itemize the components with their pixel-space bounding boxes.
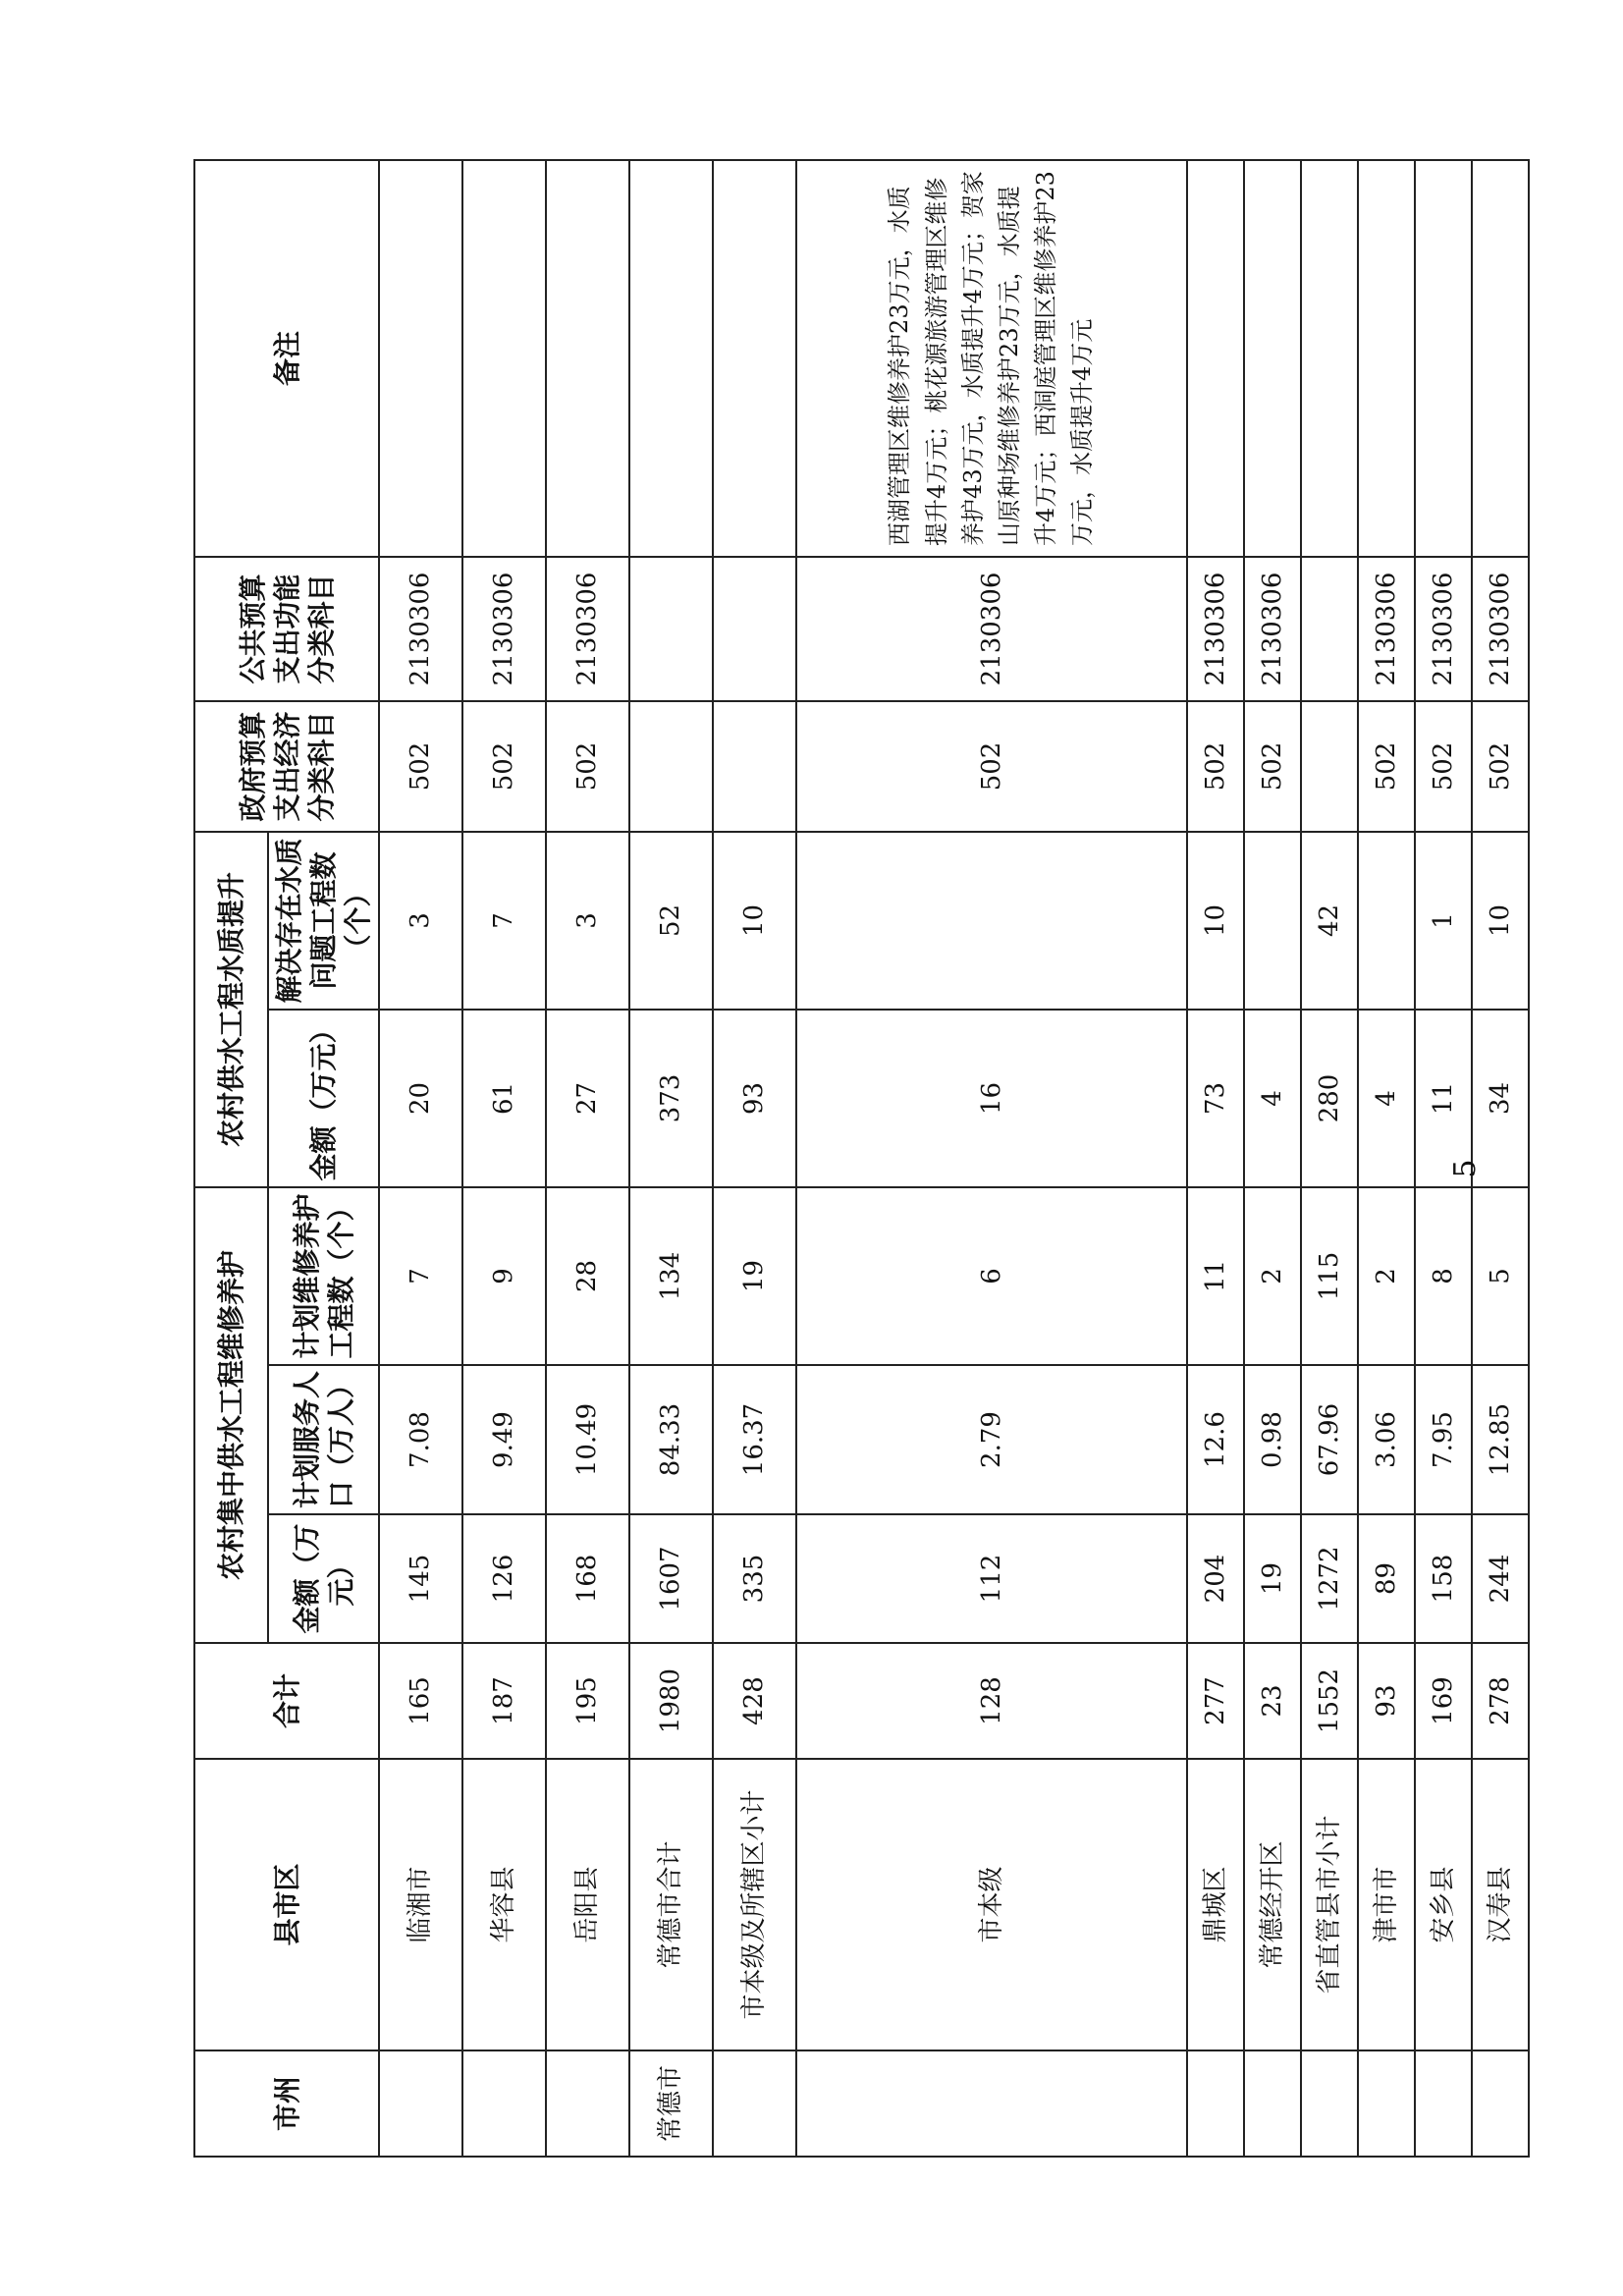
header-county: 县市区: [194, 1759, 379, 2050]
header-g1-amount: 金额（万元）: [268, 1514, 379, 1643]
cell-g2-amount: 4: [1358, 1010, 1415, 1187]
cell-city: [713, 2050, 796, 2157]
cell-g2-amount: 73: [1187, 1010, 1244, 1187]
cell-g2-amount: 16: [796, 1010, 1187, 1187]
cell-note: [1415, 160, 1472, 557]
table-row: [1244, 160, 1301, 2157]
cell-g1-amount: 244: [1472, 1514, 1529, 1643]
page-number: 5: [1448, 1159, 1483, 1178]
cell-g2-amount: 373: [629, 1010, 713, 1187]
cell-g1-population: 7.08: [379, 1365, 462, 1514]
cell-g2-projects: 3: [546, 832, 629, 1010]
cell-g2-amount: 20: [379, 1010, 462, 1187]
cell-note: [379, 160, 462, 557]
cell-g2-projects: 10: [1187, 832, 1244, 1010]
cell-total: 128: [796, 1643, 1187, 1759]
table-row: [462, 160, 546, 2157]
header-g2-amount: 金额（万元）: [268, 1010, 379, 1187]
cell-total: 1552: [1301, 1643, 1358, 1759]
header-g1-projects: 计划维修养护工程数（个）: [268, 1187, 379, 1365]
cell-total: 428: [713, 1643, 796, 1759]
cell-g1-amount: 145: [379, 1514, 462, 1643]
cell-func-code: 2130306: [1415, 557, 1472, 701]
cell-g1-amount: 89: [1358, 1514, 1415, 1643]
cell-g2-projects: 1: [1415, 832, 1472, 1010]
header-row-1: [194, 160, 268, 2157]
cell-g2-amount: 4: [1244, 1010, 1301, 1187]
table-row: [796, 160, 1187, 2157]
header-total: 合计: [194, 1643, 379, 1759]
cell-city: [1415, 2050, 1472, 2157]
cell-g2-projects: [796, 832, 1187, 1010]
cell-econ-code: [1301, 701, 1358, 832]
cell-g2-projects: [1244, 832, 1301, 1010]
cell-g1-population: 9.49: [462, 1365, 546, 1514]
cell-func-code: [629, 557, 713, 701]
cell-econ-code: 502: [1472, 701, 1529, 832]
header-g1-population: 计划服务人口（万人）: [268, 1365, 379, 1514]
cell-total: 169: [1415, 1643, 1472, 1759]
cell-func-code: 2130306: [1244, 557, 1301, 701]
cell-city: [1187, 2050, 1244, 2157]
header-group-water-quality: 农村供水工程水质提升: [194, 832, 268, 1187]
table-row: [629, 160, 713, 2157]
cell-func-code: 2130306: [379, 557, 462, 701]
cell-g1-projects: 2: [1358, 1187, 1415, 1365]
cell-g1-projects: 9: [462, 1187, 546, 1365]
cell-total: 277: [1187, 1643, 1244, 1759]
cell-county: 市本级: [796, 1759, 1187, 2050]
rotated-page: [193, 161, 1515, 2158]
cell-g2-projects: [1358, 832, 1415, 1010]
cell-g1-projects: 8: [1415, 1187, 1472, 1365]
cell-total: 165: [379, 1643, 462, 1759]
cell-county: 常德经开区: [1244, 1759, 1301, 2050]
cell-g1-projects: 134: [629, 1187, 713, 1365]
cell-g2-amount: 93: [713, 1010, 796, 1187]
cell-g1-projects: 28: [546, 1187, 629, 1365]
cell-g1-population: 12.85: [1472, 1365, 1529, 1514]
cell-econ-code: 502: [546, 701, 629, 832]
cell-city: [379, 2050, 462, 2157]
cell-g2-projects: 7: [462, 832, 546, 1010]
cell-econ-code: [713, 701, 796, 832]
cell-econ-code: 502: [1244, 701, 1301, 832]
cell-g2-projects: 10: [713, 832, 796, 1010]
cell-g1-amount: 19: [1244, 1514, 1301, 1643]
cell-g1-population: 16.37: [713, 1365, 796, 1514]
cell-county: 鼎城区: [1187, 1759, 1244, 2050]
cell-g2-amount: 280: [1301, 1010, 1358, 1187]
cell-g1-population: 7.95: [1415, 1365, 1472, 1514]
cell-func-code: [1301, 557, 1358, 701]
cell-note: [1244, 160, 1301, 557]
cell-city: [1358, 2050, 1415, 2157]
cell-g1-projects: 6: [796, 1187, 1187, 1365]
cell-note: [462, 160, 546, 557]
cell-econ-code: 502: [1415, 701, 1472, 832]
table-row: [1301, 160, 1358, 2157]
cell-g1-amount: 335: [713, 1514, 796, 1643]
header-func-code: 公共预算支出功能分类科目: [194, 557, 379, 701]
cell-g1-population: 10.49: [546, 1365, 629, 1514]
cell-g1-amount: 112: [796, 1514, 1187, 1643]
cell-city: [546, 2050, 629, 2157]
cell-city: [462, 2050, 546, 2157]
cell-county: 省直管县市小计: [1301, 1759, 1358, 2050]
table-row: [546, 160, 629, 2157]
cell-g1-amount: 204: [1187, 1514, 1244, 1643]
cell-county: 安乡县: [1415, 1759, 1472, 2050]
table-row: [1187, 160, 1244, 2157]
cell-note: [1358, 160, 1415, 557]
cell-total: 278: [1472, 1643, 1529, 1759]
cell-econ-code: 502: [1358, 701, 1415, 832]
cell-county: 华容县: [462, 1759, 546, 2050]
cell-note: [546, 160, 629, 557]
cell-g1-population: 3.06: [1358, 1365, 1415, 1514]
budget-table: [193, 159, 1530, 2158]
cell-func-code: 2130306: [1472, 557, 1529, 701]
cell-note: [1187, 160, 1244, 557]
cell-econ-code: 502: [462, 701, 546, 832]
cell-county: 津市市: [1358, 1759, 1415, 2050]
header-city: 市州: [194, 2050, 379, 2157]
cell-city: [1244, 2050, 1301, 2157]
cell-func-code: 2130306: [1358, 557, 1415, 701]
cell-county: 临湘市: [379, 1759, 462, 2050]
cell-econ-code: 502: [379, 701, 462, 832]
cell-g1-population: 67.96: [1301, 1365, 1358, 1514]
cell-g2-amount: 27: [546, 1010, 629, 1187]
table-row: [713, 160, 796, 2157]
cell-g2-amount: 61: [462, 1010, 546, 1187]
cell-g2-projects: 3: [379, 832, 462, 1010]
table-row: [1358, 160, 1415, 2157]
cell-note: [713, 160, 796, 557]
cell-county: 汉寿县: [1472, 1759, 1529, 2050]
header-econ-code: 政府预算支出经济分类科目: [194, 701, 379, 832]
cell-city: 常德市: [629, 2050, 713, 2157]
cell-city: [1301, 2050, 1358, 2157]
cell-g1-amount: 168: [546, 1514, 629, 1643]
cell-g2-projects: 42: [1301, 832, 1358, 1010]
cell-city: [796, 2050, 1187, 2157]
cell-g2-amount: 34: [1472, 1010, 1529, 1187]
cell-g2-projects: 10: [1472, 832, 1529, 1010]
cell-note: [1301, 160, 1358, 557]
cell-total: 1980: [629, 1643, 713, 1759]
cell-g1-projects: 5: [1472, 1187, 1529, 1365]
cell-g1-amount: 1272: [1301, 1514, 1358, 1643]
cell-total: 93: [1358, 1643, 1415, 1759]
cell-g1-population: 2.79: [796, 1365, 1187, 1514]
cell-g1-population: 12.6: [1187, 1365, 1244, 1514]
table-row: [379, 160, 462, 2157]
cell-econ-code: 502: [1187, 701, 1244, 832]
cell-county: 常德市合计: [629, 1759, 713, 2050]
cell-g2-amount: 11: [1415, 1010, 1472, 1187]
cell-g1-amount: 158: [1415, 1514, 1472, 1643]
cell-econ-code: [629, 701, 713, 832]
cell-g1-projects: 19: [713, 1187, 796, 1365]
cell-county: 岳阳县: [546, 1759, 629, 2050]
cell-note: [629, 160, 713, 557]
cell-func-code: 2130306: [546, 557, 629, 701]
cell-city: [1472, 2050, 1529, 2157]
cell-g1-amount: 126: [462, 1514, 546, 1643]
cell-g1-projects: 2: [1244, 1187, 1301, 1365]
cell-total: 195: [546, 1643, 629, 1759]
cell-g1-projects: 115: [1301, 1187, 1358, 1365]
cell-county: 市本级及所辖区小计: [713, 1759, 796, 2050]
cell-g1-amount: 1607: [629, 1514, 713, 1643]
header-note: 备注: [194, 160, 379, 557]
header-g2-projects: 解决存在水质问题工程数（个）: [268, 832, 379, 1010]
cell-func-code: 2130306: [1187, 557, 1244, 701]
cell-g1-projects: 11: [1187, 1187, 1244, 1365]
header-group-maintenance: 农村集中供水工程维修养护: [194, 1187, 268, 1643]
cell-econ-code: 502: [796, 701, 1187, 832]
cell-g2-projects: 52: [629, 832, 713, 1010]
cell-func-code: 2130306: [462, 557, 546, 701]
cell-func-code: 2130306: [796, 557, 1187, 701]
cell-note: [1472, 160, 1529, 557]
cell-total: 23: [1244, 1643, 1301, 1759]
cell-total: 187: [462, 1643, 546, 1759]
cell-g1-population: 84.33: [629, 1365, 713, 1514]
cell-func-code: [713, 557, 796, 701]
cell-note: 西湖管理区维修养护23万元，水质提升4万元；桃花源旅游管理区维修养护43万元，水质提升4万元；贺家山原种场维修养护23万元，水质提升4万元；西洞庭管理区维修养护23万元，水质提升4万元: [796, 160, 1187, 557]
cell-g1-projects: 7: [379, 1187, 462, 1365]
cell-g1-population: 0.98: [1244, 1365, 1301, 1514]
